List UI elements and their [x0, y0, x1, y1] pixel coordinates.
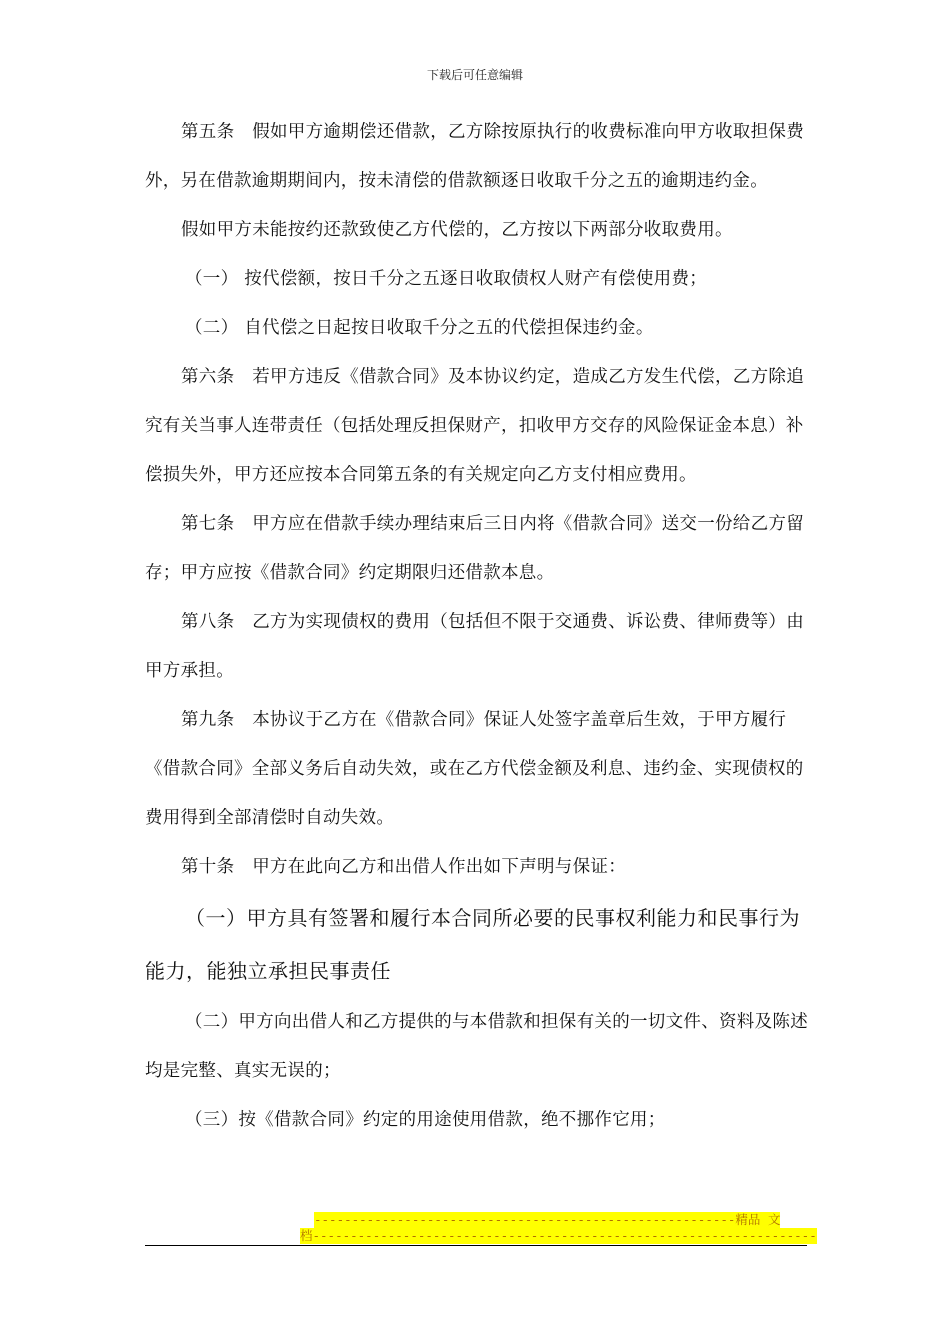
- article-8-paragraph: 第八条 乙方为实现债权的费用（包括但不限于交通费、诉讼费、律师费等）由甲方承担。: [145, 612, 804, 681]
- footer-divider: [145, 1245, 807, 1246]
- document-body: [145, 108, 810, 1145]
- warranty-item-2: （二）甲方向出借人和乙方提供的与本借款和担保有关的一切文件、资料及陈述均是完整、真实无误的；: [145, 1012, 808, 1081]
- fee-item-2: （二） 自代偿之日起按日收取千分之五的代偿担保违约金。: [185, 318, 654, 338]
- footer-line-2: 档-------------------------------------------------------------------: [300, 1228, 817, 1243]
- footer-watermark: [300, 1212, 817, 1244]
- warranty-item-1: （一）甲方具有签署和履行本合同所必要的民事权利能力和民事行为能力，能独立承担民事责任: [145, 906, 800, 983]
- article-9-paragraph: 第九条 本协议于乙方在《借款合同》保证人处签字盖章后生效，于甲方履行《借款合同》全部义务后自动失效，或在乙方代偿金额及利息、违约金、实现债权的费用得到全部清偿时自动失效。: [145, 710, 804, 828]
- footer-line-1: --------------------------------------------------------精品 文: [314, 1212, 781, 1227]
- default-payment-paragraph: 假如甲方未能按约还款致使乙方代偿的，乙方按以下两部分收取费用。: [181, 220, 733, 240]
- article-10-paragraph: 第十条 甲方在此向乙方和出借人作出如下声明与保证：: [181, 857, 626, 877]
- fee-item-1: （一） 按代偿额，按日千分之五逐日收取债权人财产有偿使用费；: [185, 269, 708, 289]
- page-header: 下载后可任意编辑: [426, 68, 523, 82]
- article-6-paragraph: 第六条 若甲方违反《借款合同》及本协议约定，造成乙方发生代偿，乙方除追究有关当事人连带责任（包括处理反担保财产，扣收甲方交存的风险保证金本息）补偿损失外，甲方还应按本合同第五条的有关规定向乙方支付相应费用。: [145, 367, 804, 485]
- article-5-paragraph: 第五条 假如甲方逾期偿还借款，乙方除按原执行的收费标准向甲方收取担保费外，另在借款逾期期间内，按未清偿的借款额逐日收取千分之五的逾期违约金。: [145, 122, 804, 191]
- article-7-paragraph: 第七条 甲方应在借款手续办理结束后三日内将《借款合同》送交一份给乙方留存；甲方应按《借款合同》约定期限归还借款本息。: [145, 514, 804, 583]
- warranty-item-3: （三）按《借款合同》约定的用途使用借款，绝不挪作它用；: [185, 1110, 666, 1130]
